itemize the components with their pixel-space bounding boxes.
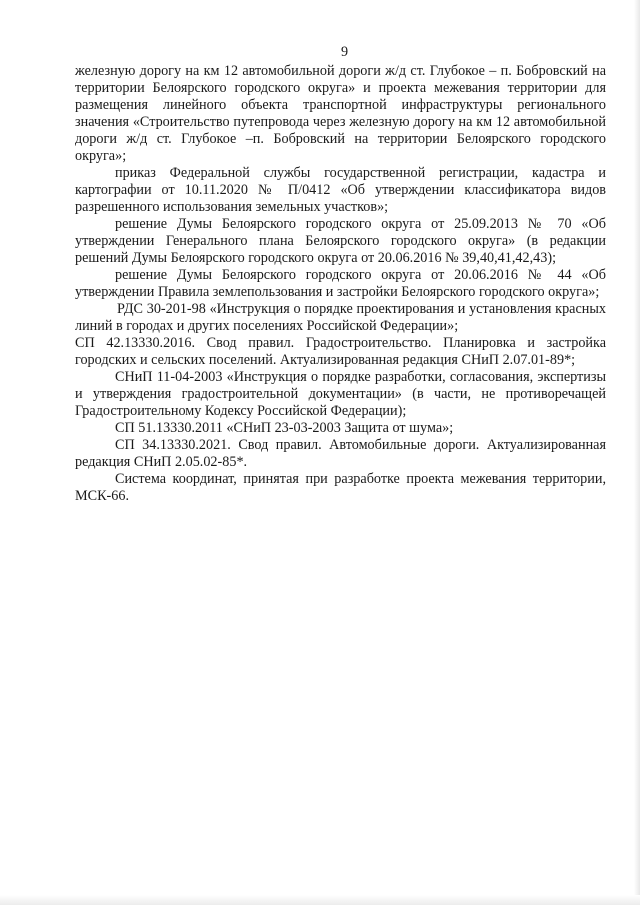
paragraph-continuation: железную дорогу на км 12 автомобильной дороги ж/д ст. Глубокое – п. Бобровский на территории Белоярского городского округа» и проекта межевания территории для размещения линейного объекта транспортной инфраструктуры регионального значения «Строительство путепровода через железную дорогу на км 12 автомобильной дороги ж/д ст. Глубокое –п. Бобровский на территории Белоярского городского округа»; — [75, 63, 606, 164]
scan-edge-shadow — [634, 0, 640, 905]
scan-bottom-shadow — [0, 895, 640, 905]
paragraph-sp-51: СП 51.13330.2011 «СНиП 23-03-2003 Защита от шума»; — [115, 420, 454, 436]
paragraph-duma-decision-70: решение Думы Белоярского городского округа от 25.09.2013 № 70 «Об утверждении Генерального плана Белоярского городского округа» (в редакции решений Думы Белоярского городского округа от 20.06.2016 № 39,40,41,42,43); — [75, 216, 606, 266]
paragraph-coordinate-system: Система координат, принятая при разработке проекта межевания территории, МСК-66. — [75, 471, 606, 504]
paragraph-snip-11: СНиП 11-04-2003 «Инструкция о порядке разработки, согласования, экспертизы и утверждения градостроительной документации» (в части, не противоречащей Градостроительному Кодексу Российской Федерации); — [75, 369, 606, 419]
paragraph-duma-decision-44: решение Думы Белоярского городского округа от 20.06.2016 № 44 «Об утверждении Правила землепользования и застройки Белоярского городского округа»; — [75, 267, 606, 300]
paragraph-rosreestr-order: приказ Федеральной службы государственной регистрации, кадастра и картографии от 10.11.2020 № П/0412 «Об утверждении классификатора видов разрешенного использования земельных участков»; — [75, 165, 606, 215]
paragraph-rds: РДС 30-201-98 «Инструкция о порядке проектирования и установления красных линий в городах и других поселениях Российской Федерации»; — [75, 301, 606, 334]
page-number: 9 — [340, 44, 349, 60]
paragraph-sp-34: СП 34.13330.2021. Свод правил. Автомобильные дороги. Актуализированная редакция СНиП 2.05.02-85*. — [75, 437, 606, 470]
paragraph-sp-42: СП 42.13330.2016. Свод правил. Градостроительство. Планировка и застройка городских и сельских поселений. Актуализированная редакция СНиП 2.07.01-89*; — [75, 335, 606, 368]
